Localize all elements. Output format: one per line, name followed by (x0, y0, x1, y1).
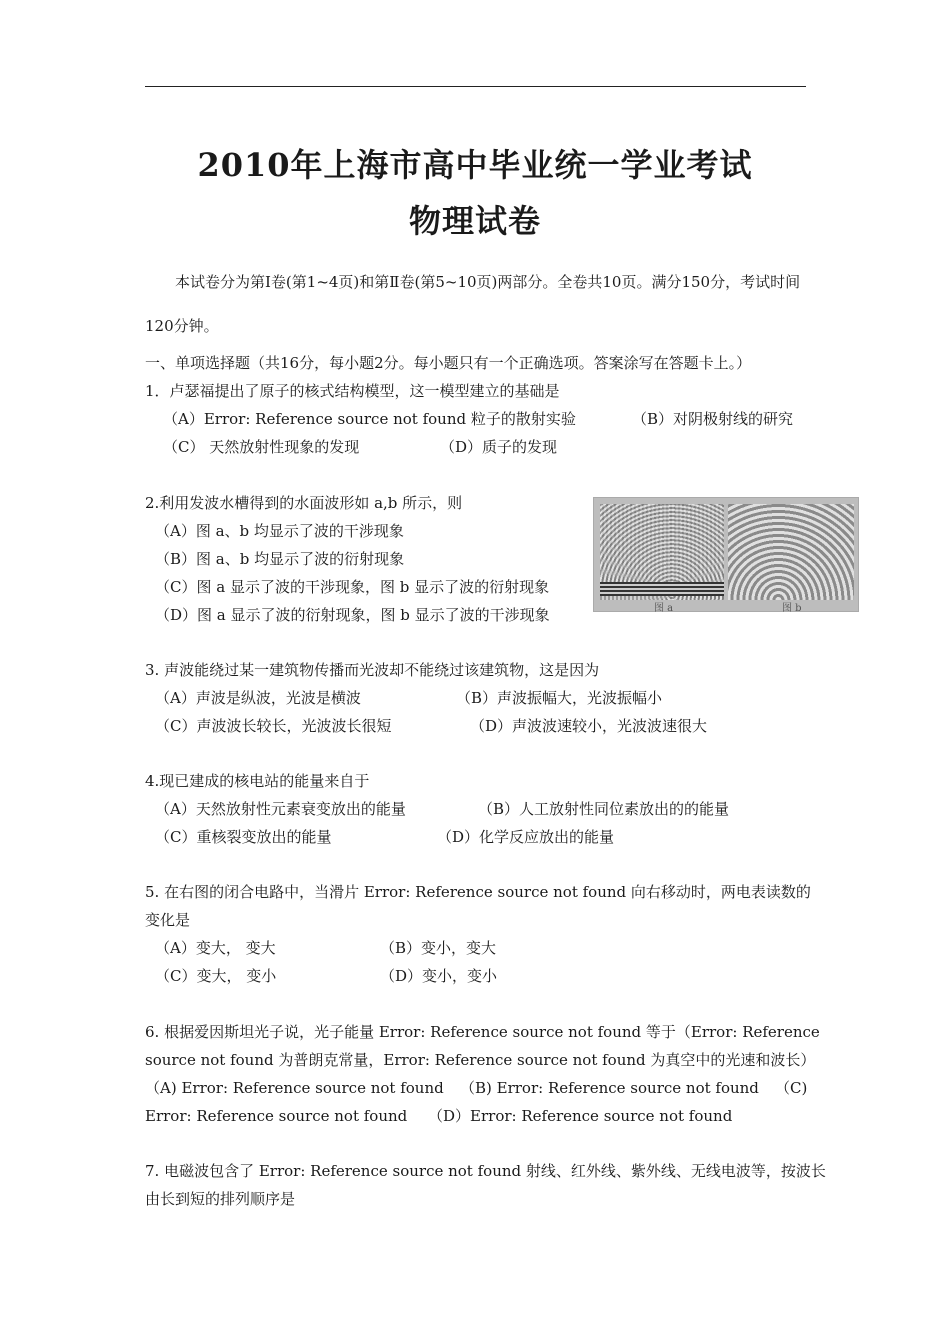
q6-stem-line-2: source not found 为普朗克常量，Error: Reference source not found 为真空中的光速和波长） (145, 1051, 816, 1069)
q5-option-d: （D）变小，变小 (380, 967, 498, 985)
q6-option-a: （A) Error: Reference source not found (145, 1079, 444, 1097)
exam-subtitle: 物理试卷 (408, 202, 541, 240)
figure-a-source-bars (600, 582, 724, 596)
q3-option-a: （A）声波是纵波，光波是横波 (155, 689, 361, 707)
figure-b-image (728, 504, 854, 600)
figure-a-image (600, 504, 724, 600)
q5-option-b: （B）变小，变大 (380, 939, 497, 957)
q7-stem-line-2: 由长到短的排列顺序是 (145, 1190, 296, 1208)
q2-option-d: （D）图 a 显示了波的衍射现象，图 b 显示了波的干涉现象 (155, 606, 550, 624)
intro-line-1: 本试卷分为第Ⅰ卷(第1~4页)和第Ⅱ卷(第5~10页)两部分。全卷共10页。满分150分，考试时间 (175, 273, 801, 291)
q5-option-a: （A）变大， 变大 (155, 939, 276, 957)
exam-title: 2010年上海市高中毕业统一学业考试 (197, 146, 753, 184)
section-heading: 一、单项选择题（共16分，每小题2分。每小题只有一个正确选项。答案涂写在答题卡上。） (145, 354, 752, 372)
q1-stem: 1．卢瑟福提出了原子的核式结构模型，这一模型建立的基础是 (145, 382, 560, 400)
q3-option-d: （D）声波波速较小，光波波速很大 (470, 717, 708, 735)
q6-option-c-value: Error: Reference source not found (145, 1107, 408, 1125)
q5-stem-line-1: 5. 在右图的闭合电路中，当滑片 Error: Reference source not found 向右移动时，两电表读数的 (145, 883, 811, 901)
q4-option-d: （D）化学反应放出的能量 (437, 828, 615, 846)
q2-option-b: （B）图 a、b 均显示了波的衍射现象 (155, 550, 405, 568)
figure-a-caption: 图 a (654, 603, 674, 614)
q6-option-c-label: （C) (775, 1079, 808, 1097)
intro-line-2: 120分钟。 (145, 317, 219, 335)
q1-option-c: （C） 天然放射性现象的发现 (163, 438, 360, 456)
q7-stem-line-1: 7. 电磁波包含了 Error: Reference source not found 射线、红外线、紫外线、无线电波等，按波长 (145, 1162, 826, 1180)
q4-option-b: （B）人工放射性同位素放出的的能量 (478, 800, 730, 818)
top-rule (145, 86, 806, 87)
q4-option-a: （A）天然放射性元素衰变放出的能量 (155, 800, 406, 818)
figure-b-caption: 图 b (782, 603, 802, 614)
q2-stem: 2.利用发波水槽得到的水面波形如 a,b 所示，则 (145, 494, 463, 512)
q3-stem: 3. 声波能绕过某一建筑物传播而光波却不能绕过该建筑物，这是因为 (145, 661, 600, 679)
q1-option-a: （A）Error: Reference source not found 粒子的散射实验 (163, 410, 576, 428)
q1-option-d: （D）质子的发现 (440, 438, 558, 456)
wave-figure (593, 497, 859, 612)
q6-option-b: （B) Error: Reference source not found (460, 1079, 759, 1097)
q5-stem-line-2: 变化是 (145, 911, 191, 929)
q4-stem: 4.现已建成的核电站的能量来自于 (145, 772, 370, 790)
q6-option-d: （D）Error: Reference source not found (428, 1107, 733, 1125)
q3-option-b: （B）声波振幅大，光波振幅小 (456, 689, 663, 707)
q2-option-a: （A）图 a、b 均显示了波的干涉现象 (155, 522, 404, 540)
q5-option-c: （C）变大， 变小 (155, 967, 277, 985)
q1-option-b: （B）对阴极射线的研究 (632, 410, 794, 428)
q4-option-c: （C）重核裂变放出的能量 (155, 828, 332, 846)
q2-option-c: （C）图 a 显示了波的干涉现象，图 b 显示了波的衍射现象 (155, 578, 550, 596)
q6-stem-line-1: 6. 根据爱因斯坦光子说，光子能量 Error: Reference source not found 等于（Error: Reference (145, 1023, 820, 1041)
q3-option-c: （C）声波波长较长，光波波长很短 (155, 717, 392, 735)
